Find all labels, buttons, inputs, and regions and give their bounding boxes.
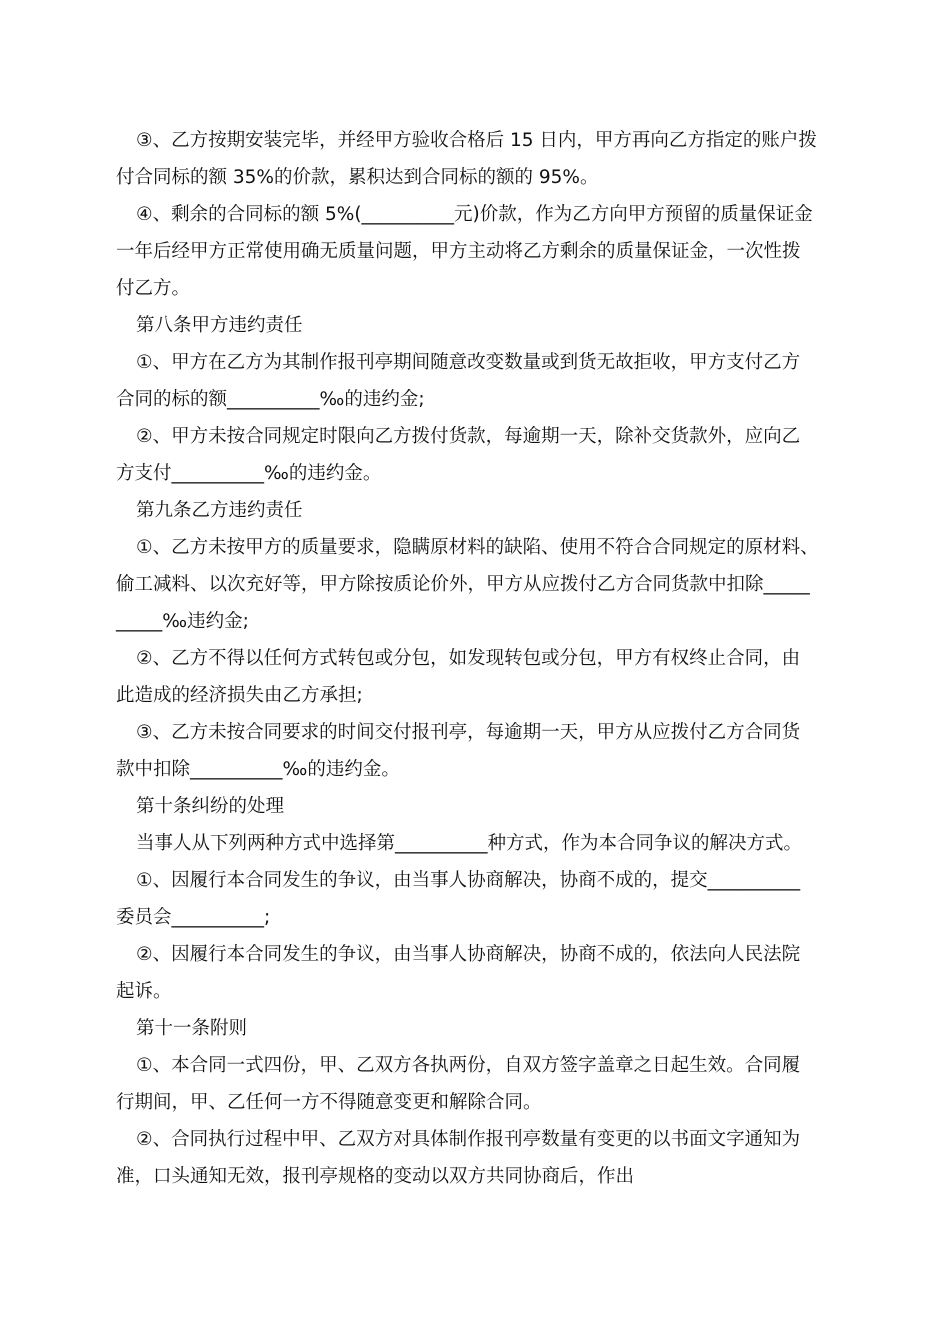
paragraph-line: 付乙方。 [116, 278, 191, 299]
paragraph-line-first: 第九条乙方违约责任 [136, 500, 303, 521]
paragraph-line-first: 第十一条附则 [136, 1018, 248, 1039]
paragraph-line-first: ②、因履行本合同发生的争议，由当事人协商解决，协商不成的，依法向人民法院 [136, 944, 801, 965]
paragraph-line-first: ②、甲方未按合同规定时限向乙方拨付货款，每逾期一天，除补交货款外，应向乙 [136, 426, 801, 447]
paragraph-line-first: ①、乙方未按甲方的质量要求，隐瞒原材料的缺陷、使用不符合合同规定的原材料、 [136, 537, 819, 558]
paragraph-line: 起诉。 [116, 981, 172, 1002]
paragraph-line: 一年后经甲方正常使用确无质量问题，甲方主动将乙方剩余的质量保证金，一次性拨 [116, 241, 801, 262]
paragraph-line-first: 当事人从下列两种方式中选择第__________种方式，作为本合同争议的解决方式。 [136, 833, 803, 854]
paragraph-line: _____‰违约金; [116, 611, 249, 632]
paragraph-line-first: ①、因履行本合同发生的争议，由当事人协商解决，协商不成的，提交__________ [136, 870, 801, 891]
paragraph-line-first: ①、本合同一式四份，甲、乙双方各执两份，自双方签字盖章之日起生效。合同履 [136, 1055, 801, 1076]
paragraph-line: 款中扣除__________‰的违约金。 [116, 759, 400, 780]
paragraph-line-first: ②、乙方不得以任何方式转包或分包，如发现转包或分包，甲方有权终止合同，由 [136, 648, 801, 669]
paragraph-line-first: ③、乙方未按合同要求的时间交付报刊亭，每逾期一天，甲方从应拨付乙方合同货 [136, 722, 801, 743]
paragraph-line-first: ③、乙方按期安装完毕，并经甲方验收合格后 15 日内，甲方再向乙方指定的账户拨 [136, 130, 817, 151]
paragraph-line: 此造成的经济损失由乙方承担; [116, 685, 363, 706]
paragraph-line-first: 第十条纠纷的处理 [136, 796, 285, 817]
paragraph-line: 合同的标的额__________‰的违约金; [116, 389, 425, 410]
paragraph-line-first: ④、剩余的合同标的额 5%(__________元)价款，作为乙方向甲方预留的质量保证金 [136, 204, 813, 225]
paragraph-line-first: 第八条甲方违约责任 [136, 315, 303, 336]
paragraph-line: 准，口头通知无效，报刊亭规格的变动以双方共同协商后，作出 [116, 1166, 635, 1187]
paragraph-line: 行期间，甲、乙任何一方不得随意变更和解除合同。 [116, 1092, 542, 1113]
paragraph-line: 付合同标的额 35%的价款，累积达到合同标的额的 95%。 [116, 167, 599, 188]
document-body [116, 122, 840, 1195]
paragraph-line: 方支付__________‰的违约金。 [116, 463, 382, 484]
paragraph-line-first: ②、合同执行过程中甲、乙双方对具体制作报刊亭数量有变更的以书面文字通知为 [136, 1129, 801, 1150]
paragraph-line: 委员会__________; [116, 907, 271, 928]
paragraph-line: 偷工减料、以次充好等，甲方除按质论价外，甲方从应拨付乙方合同货款中扣除_____ [116, 574, 810, 595]
paragraph-line-first: ①、甲方在乙方为其制作报刊亭期间随意改变数量或到货无故拒收，甲方支付乙方 [136, 352, 801, 373]
